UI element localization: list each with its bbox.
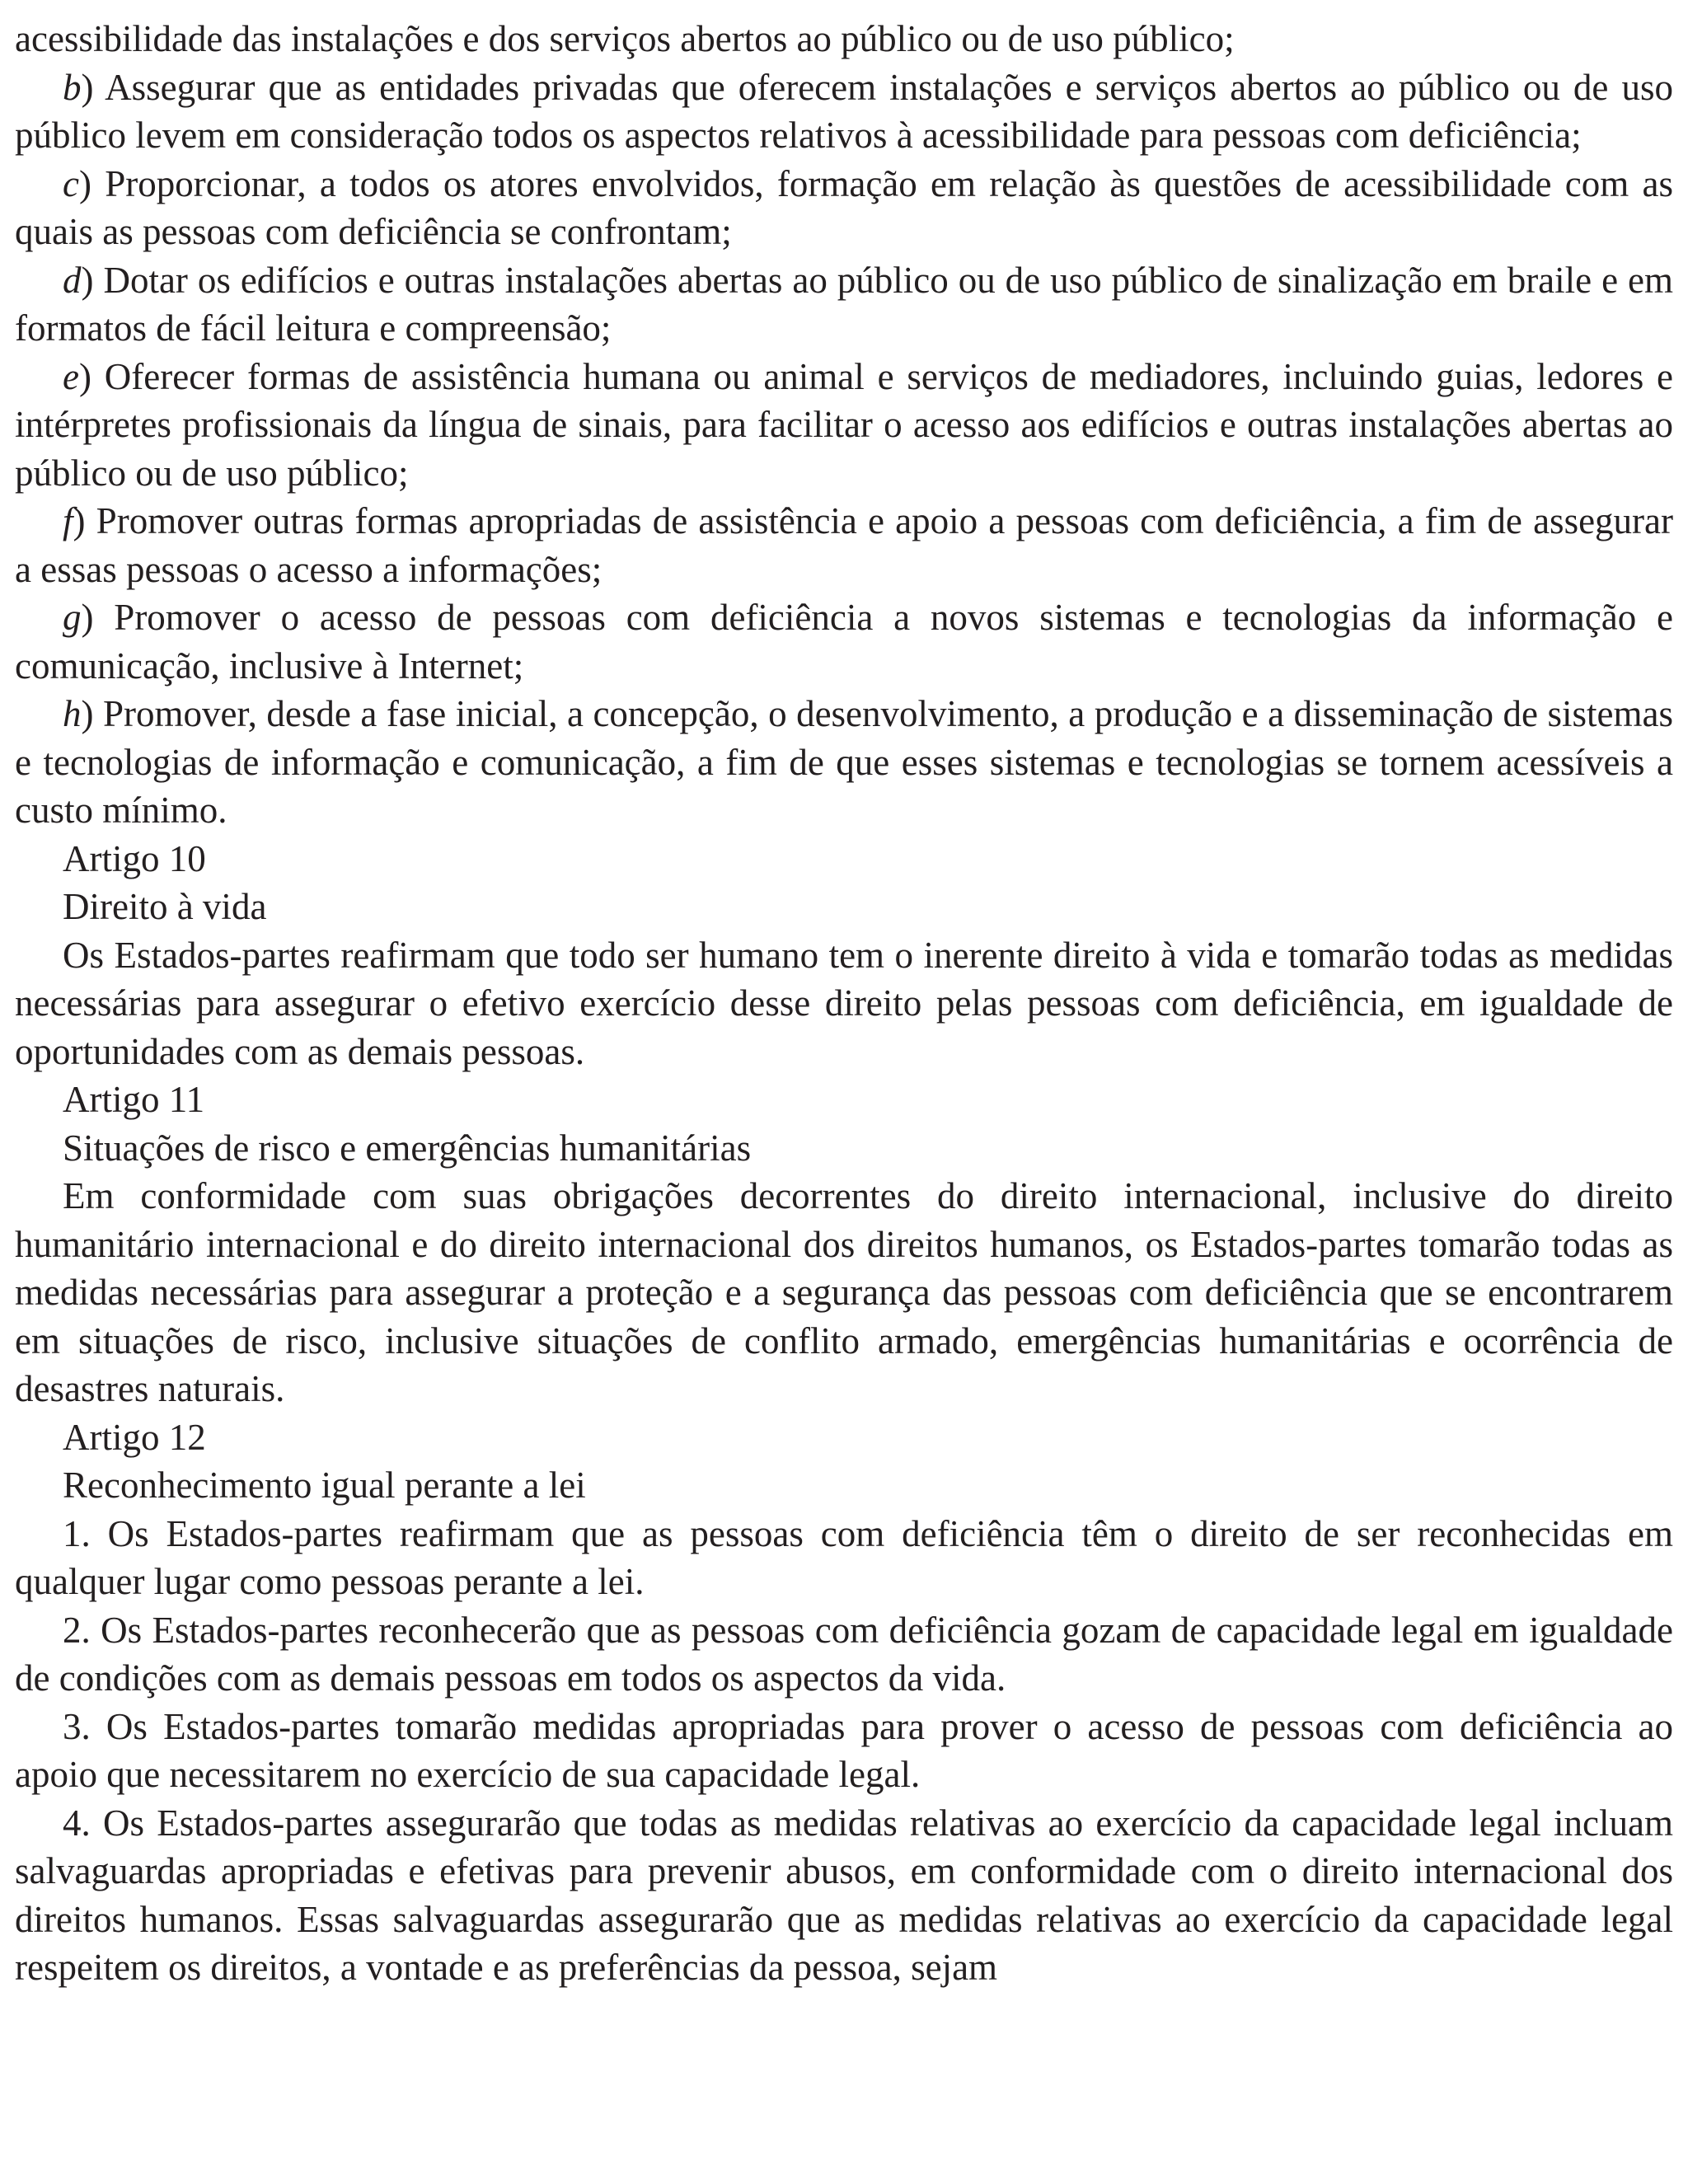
item-b: b) Assegurar que as entidades privadas que oferecem instalações e serviços abertos ao público ou de uso público levem em consideração todos os aspectos relativos à acessibilidade para pessoas com deficiência; xyxy=(15,66,1673,156)
article-11-number: Artigo 11 xyxy=(63,1079,205,1120)
article-12-number: Artigo 12 xyxy=(63,1416,206,1458)
article-12-clause-2: 2. Os Estados-partes reconhecerão que as pessoas com deficiência gozam de capacidade legal em igualdade de condições com as demais pessoas em todos os aspectos da vida. xyxy=(15,1609,1673,1699)
item-c: c) Proporcionar, a todos os atores envolvidos, formação em relação às questões de acessibilidade com as quais as pessoas com deficiência se confrontam; xyxy=(15,162,1673,252)
article-10-title: Direito à vida xyxy=(63,886,267,927)
item-label: f xyxy=(63,500,73,541)
paragraph-continuation: acessibilidade das instalações e dos serviços abertos ao público ou de uso público; xyxy=(15,18,1235,59)
article-10-number: Artigo 10 xyxy=(63,837,206,879)
item-e: e) Oferecer formas de assistência humana ou animal e serviços de mediadores, incluindo guias, ledores e intérpretes profissionais da língua de sinais, para facilitar o acesso aos edifícios e outras instalações abertas ao público ou de uso público; xyxy=(15,355,1673,494)
item-label: h xyxy=(63,693,82,734)
article-12-clause-3: 3. Os Estados-partes tomarão medidas apropriadas para prover o acesso de pessoas com deficiência ao apoio que necessitarem no exercício de sua capacidade legal. xyxy=(15,1705,1673,1795)
article-12-title: Reconhecimento igual perante a lei xyxy=(63,1465,586,1506)
item-label: b xyxy=(63,66,82,108)
item-label: e xyxy=(63,355,79,397)
article-10-body: Os Estados-partes reafirmam que todo ser humano tem o inerente direito à vida e tomarão todas as medidas necessárias para assegurar o efetivo exercício desse direito pelas pessoas com deficiência, em igualdade de oportunidades com as demais pessoas. xyxy=(15,934,1673,1072)
item-label: g xyxy=(63,597,82,638)
item-g: g) Promover o acesso de pessoas com deficiência a novos sistemas e tecnologias da informação e comunicação, inclusive à Internet; xyxy=(15,597,1673,687)
article-11-body: Em conformidade com suas obrigações decorrentes do direito internacional, inclusive do direito humanitário internacional e do direito internacional dos direitos humanos, os Estados-partes tomarão todas as medidas necessárias para assegurar a proteção e a segurança das pessoas com deficiência que se encontrarem em situações de risco, inclusive situações de conflito armado, emergências humanitárias e ocorrência de desastres naturais. xyxy=(15,1175,1673,1409)
item-label: d xyxy=(63,259,82,301)
article-12-clause-4: 4. Os Estados-partes assegurarão que todas as medidas relativas ao exercício da capacidade legal incluam salvaguardas apropriadas e efetivas para prevenir abusos, em conformidade com o direito internacional dos direitos humanos. Essas salvaguardas assegurarão que as medidas relativas ao exercício da capacidade legal respeitem os direitos, a vontade e as preferências da pessoa, sejam xyxy=(15,1802,1673,1988)
item-label: c xyxy=(63,162,79,204)
item-f: f) Promover outras formas apropriadas de assistência e apoio a pessoas com deficiência, a fim de assegurar a essas pessoas o acesso a informações; xyxy=(15,500,1673,590)
item-h: h) Promover, desde a fase inicial, a concepção, o desenvolvimento, a produção e a disseminação de sistemas e tecnologias de informação e comunicação, a fim de que esses sistemas e tecnologias se tornem acessíveis a custo mínimo. xyxy=(15,693,1673,831)
article-12-clause-1: 1. Os Estados-partes reafirmam que as pessoas com deficiência têm o direito de ser reconhecidas em qualquer lugar como pessoas perante a lei. xyxy=(15,1512,1673,1602)
article-11-title: Situações de risco e emergências humanitárias xyxy=(63,1127,752,1169)
item-d: d) Dotar os edifícios e outras instalações abertas ao público ou de uso público de sinalização em braile e em formatos de fácil leitura e compreensão; xyxy=(15,259,1673,349)
